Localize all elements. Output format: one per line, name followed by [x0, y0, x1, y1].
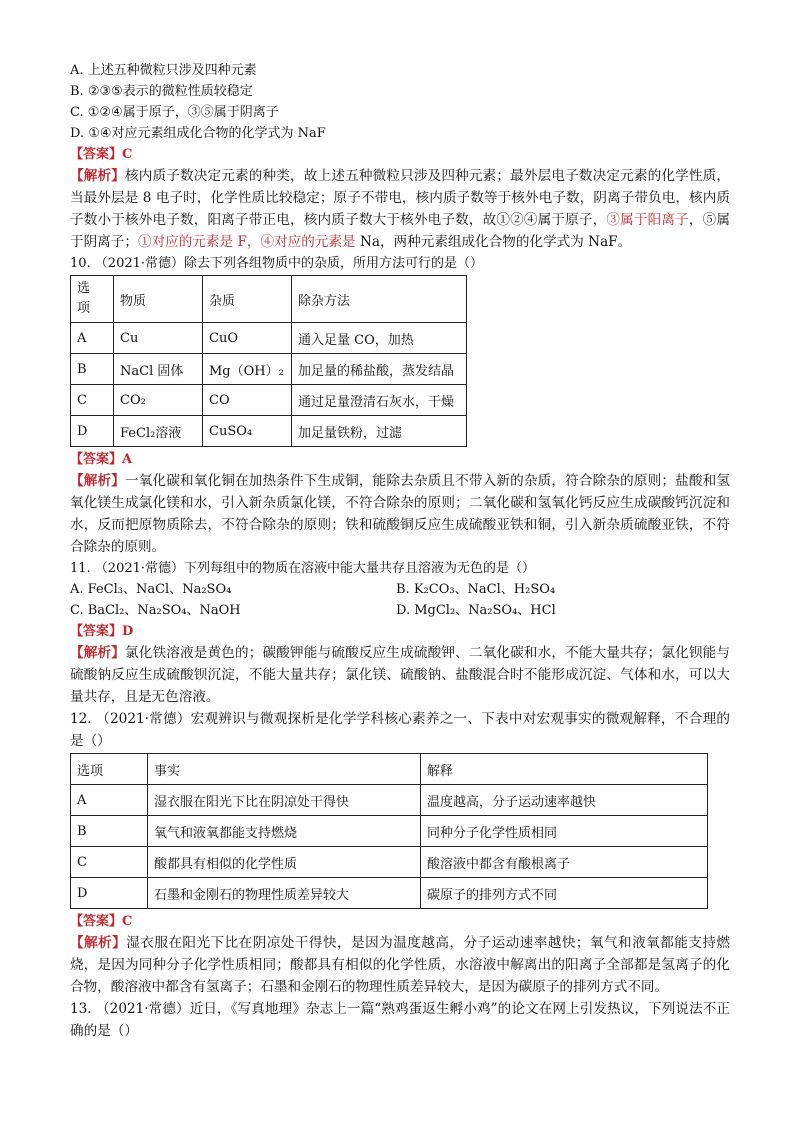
- table-row: [71, 785, 708, 816]
- table-cell: C: [71, 385, 114, 416]
- q11-analysis-text: 氯化铁溶液是黄色的；碳酸钾能与硫酸反应生成硫酸钾、二氧化碳和水，不能大量共存；氯化钡能与硫酸钠反应生成硫酸钡沉淀，不能大量共存；氯化镁、硫酸钠、盐酸混合时不能形成沉淀、气体和水，可以大量共存，且是无色溶液。: [70, 645, 730, 705]
- q11-option-b: B. K₂CO₃、NaCl、H₂SO₄: [396, 582, 556, 597]
- table-cell: 氧气和液氧都能支持燃烧: [148, 816, 421, 847]
- q9-answer: 【答案】C: [70, 147, 133, 162]
- q12-answer: 【答案】C: [70, 914, 133, 929]
- table-cell: 温度越高，分子运动速率越快: [421, 785, 708, 816]
- q9-option-c: C. ①②④属于原子，③⑤属于阴离子: [70, 105, 279, 120]
- table-cell: CO: [203, 385, 292, 416]
- q9-option-d: D. ①④对应元素组成化合物的化学式为 NaF: [70, 126, 326, 141]
- table-cell: 同种分子化学性质相同: [421, 816, 708, 847]
- q10-header-impurity: 杂质: [203, 276, 292, 323]
- q11-options-row2: [70, 600, 730, 621]
- q12-table-header: [71, 754, 708, 785]
- table-cell: CO₂: [114, 385, 203, 416]
- q10-analysis: [70, 470, 730, 558]
- table-cell: A: [71, 323, 114, 354]
- table-cell: D: [71, 878, 148, 909]
- q9-analysis-text3: Na，两种元素组成化合物的化学式为 NaF。: [355, 234, 632, 250]
- q9-analysis: [70, 165, 730, 253]
- q10-header-substance: 物质: [114, 276, 203, 323]
- q12-analysis-tag: 【解析】: [70, 935, 127, 951]
- table-cell: D: [71, 416, 114, 447]
- q11-stem: 11. （2021·常德）下列每组中的物质在溶液中能大量共存且溶液为无色的是（）: [70, 561, 536, 576]
- table-row: [71, 816, 708, 847]
- table-cell: 加足量铁粉，过滤: [292, 416, 467, 447]
- q12-table: [70, 753, 708, 909]
- table-cell: 石墨和金刚石的物理性质差异较大: [148, 878, 421, 909]
- q12-header-option: 选项: [71, 754, 148, 785]
- q10-table-header: [71, 276, 467, 323]
- q12-analysis-text: 湿衣服在阳光下比在阴凉处干得快，是因为温度越高，分子运动速率越快；氧气和液氧都能支持燃烧，是因为同种分子化学性质相同；酸都具有相似的化学性质，水溶液中解离出的阳离子全部都是氢离子的化合物，酸溶液中都含有氢离子；石墨和金刚石的物理性质差异较大，是因为碳原子的排列方式不同。: [70, 935, 731, 995]
- q11-analysis: [70, 642, 730, 708]
- q10-table: [70, 275, 467, 447]
- q12-stem: 12. （2021·常德）宏观辨识与微观探析是化学学科核心素养之一、下表中对宏观事实的微观解释，不合理的是（）: [70, 711, 730, 749]
- q9-options: [70, 60, 730, 144]
- q9-option-b: B. ②③⑤表示的微粒性质较稳定: [70, 84, 253, 99]
- q10-header-option: 选项: [71, 276, 114, 323]
- table-cell: C: [71, 847, 148, 878]
- table-row: [71, 323, 467, 354]
- table-cell: 碳原子的排列方式不同: [421, 878, 708, 909]
- table-cell: 通入足量 CO，加热: [292, 323, 467, 354]
- table-cell: CuSO₄: [203, 416, 292, 447]
- q11-option-d: D. MgCl₂、Na₂SO₄、HCl: [396, 603, 556, 618]
- table-cell: 加足量的稀盐酸，蒸发结晶: [292, 354, 467, 385]
- q9-analysis-text: 核内质子数决定元素的种类，故上述五种微粒只涉及四种元素；最外层电子数决定元素的化学性质，当最外层是 8 电子时，化学性质比较稳定；原子不带电，核内质子数等于核外电子数，阴离子带负电，核内质子数小于核外电子数，阳离子带正电，核内质子数大于核外电子数，故①②④属于原子，: [70, 168, 730, 228]
- table-row: [71, 847, 708, 878]
- q9-option-a: A. 上述五种微粒只涉及四种元素: [70, 63, 257, 78]
- q11-answer: 【答案】D: [70, 624, 134, 639]
- q13-stem: 13. （2021·常德）近日，《写真地理》杂志上一篇“熟鸡蛋返生孵小鸡”的论文在网上引发热议，下列说法不正确的是（）: [70, 1001, 730, 1039]
- document-page: [70, 60, 730, 1042]
- q12-header-explanation: 解释: [421, 754, 708, 785]
- table-cell: B: [71, 816, 148, 847]
- q9-analysis-text2: ，⑤属于阴离子；: [70, 212, 731, 250]
- table-cell: 酸溶液中都含有酸根离子: [421, 847, 708, 878]
- q10-analysis-text: 一氧化碳和氧化铜在加热条件下生成铜，能除去杂质且不带入新的杂质，符合除杂的原则；盐酸和氢氧化镁生成氯化镁和水，引入新杂质氯化镁，不符合除杂的原则；二氧化碳和氢氧化钙反应生成碳酸钙沉淀和水，反而把原物质除去，不符合除杂的原则；铁和硫酸铜反应生成硫酸亚铁和铜，引入新杂质硫酸亚铁，不符合除杂的原则。: [70, 473, 730, 555]
- table-cell: 酸都具有相似的化学性质: [148, 847, 421, 878]
- table-cell: Cu: [114, 323, 203, 354]
- table-cell: NaCl 固体: [114, 354, 203, 385]
- table-row: [71, 354, 467, 385]
- table-cell: 湿衣服在阳光下比在阴凉处干得快: [148, 785, 421, 816]
- q10-answer: 【答案】A: [70, 452, 133, 467]
- table-row: [71, 878, 708, 909]
- q10-analysis-tag: 【解析】: [70, 473, 126, 489]
- q9-analysis-red1: ③属于阳离子: [606, 212, 689, 228]
- table-cell: Mg（OH）₂: [203, 354, 292, 385]
- table-cell: CuO: [203, 323, 292, 354]
- table-cell: B: [71, 354, 114, 385]
- q10-stem: 10. （2021·常德）除去下列各组物质中的杂质，所用方法可行的是（）: [70, 256, 484, 271]
- q9-analysis-red2: ①对应的元素是 F，④对应的元素是: [137, 234, 356, 250]
- q10-header-method: 除杂方法: [292, 276, 467, 323]
- table-cell: 通过足量澄清石灰水，干燥: [292, 385, 467, 416]
- q11-options-row1: [70, 579, 730, 600]
- table-cell: FeCl₂溶液: [114, 416, 203, 447]
- q12-analysis: [70, 932, 730, 998]
- table-cell: A: [71, 785, 148, 816]
- q11-option-c: C. BaCl₂、Na₂SO₄、NaOH: [70, 603, 241, 618]
- q11-option-a: A. FeCl₃、NaCl、Na₂SO₄: [70, 582, 232, 597]
- q9-analysis-tag: 【解析】: [70, 168, 126, 184]
- table-row: [71, 385, 467, 416]
- table-row: [71, 416, 467, 447]
- q11-analysis-tag: 【解析】: [70, 645, 126, 661]
- q12-header-fact: 事实: [148, 754, 421, 785]
